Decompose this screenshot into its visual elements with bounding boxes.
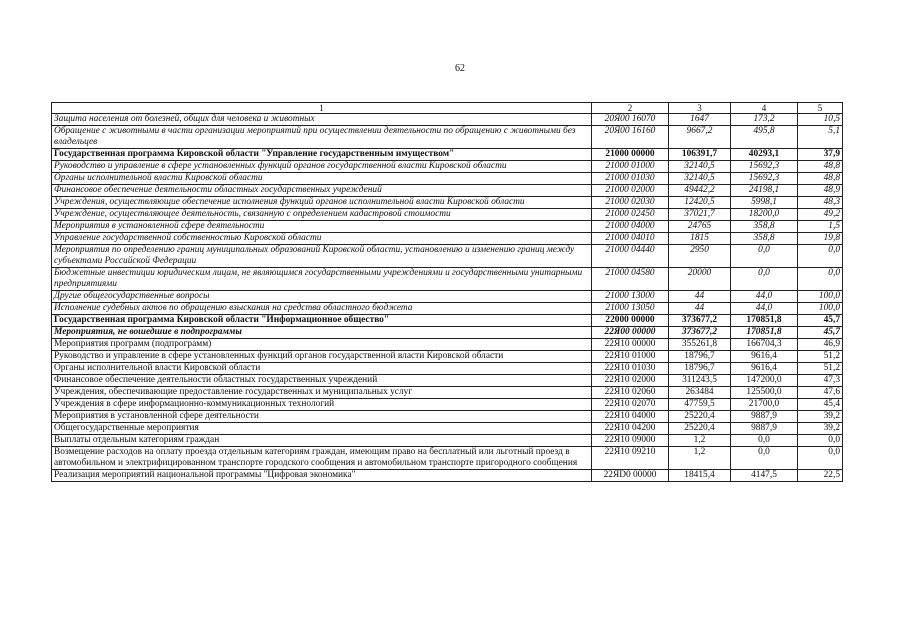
row-code-cell: 22Я10 01000 xyxy=(592,351,669,363)
row-plan-cell: 44 xyxy=(669,291,731,303)
row-actual-cell: 147200,0 xyxy=(731,375,798,387)
row-actual-cell: 9616,4 xyxy=(731,363,798,375)
row-name-cell: Мероприятия в установленной сфере деятельности xyxy=(52,221,592,233)
row-actual-cell: 21700,0 xyxy=(731,399,798,411)
row-name-cell: Органы исполнительной власти Кировской области xyxy=(52,363,592,375)
row-percent-cell: 39,2 xyxy=(798,423,843,435)
row-actual-cell: 4147,5 xyxy=(731,470,798,482)
table-row xyxy=(52,423,843,435)
row-actual-cell: 170851,8 xyxy=(731,327,798,339)
row-name-cell: Учреждения, осуществляющие обеспечение исполнения функций органов исполнительной власти Кировской области xyxy=(52,197,592,209)
row-name-cell: Учреждения, обеспечивающие предоставление государственных и муниципальных услуг xyxy=(52,387,592,399)
table-row xyxy=(52,315,843,327)
row-name-cell: Руководство и управление в сфере установленных функций органов государственной власти Кировской области xyxy=(52,161,592,173)
row-code-cell: 22Я10 02060 xyxy=(592,387,669,399)
row-percent-cell: 45,7 xyxy=(798,327,843,339)
row-name-cell: Мероприятия, не вошедшие в подпрограммы xyxy=(52,327,592,339)
row-percent-cell: 45,4 xyxy=(798,399,843,411)
row-name-cell: Реализация мероприятий национальной программы "Цифровая экономика" xyxy=(52,470,592,482)
column-header-5: 5 xyxy=(798,103,843,114)
row-plan-cell: 263484 xyxy=(669,387,731,399)
row-plan-cell: 106391,7 xyxy=(669,149,731,161)
row-name-cell: Учреждение, осуществляющее деятельность, связанную с определением кадастровой стоимости xyxy=(52,209,592,221)
row-plan-cell: 18796,7 xyxy=(669,351,731,363)
row-percent-cell: 39,2 xyxy=(798,411,843,423)
row-percent-cell: 45,7 xyxy=(798,315,843,327)
row-name-cell: Мероприятия в установленной сфере деятельности xyxy=(52,411,592,423)
row-percent-cell: 100,0 xyxy=(798,303,843,315)
row-percent-cell: 51,2 xyxy=(798,363,843,375)
row-name-cell: Защита населения от болезней, общих для человека и животных xyxy=(52,114,592,126)
table-row xyxy=(52,173,843,185)
row-actual-cell: 358,8 xyxy=(731,233,798,245)
row-plan-cell: 1647 xyxy=(669,114,731,126)
row-actual-cell: 125500,0 xyxy=(731,387,798,399)
row-plan-cell: 1,2 xyxy=(669,435,731,447)
row-name-cell: Бюджетные инвестиции юридическим лицам, не являющимся государственными учреждениями и государственными унитарными предприятиями xyxy=(52,268,592,291)
row-actual-cell: 5998,1 xyxy=(731,197,798,209)
row-code-cell: 22Я10 01030 xyxy=(592,363,669,375)
table-row xyxy=(52,327,843,339)
row-actual-cell: 9887,9 xyxy=(731,411,798,423)
row-code-cell: 22Я10 09210 xyxy=(592,447,669,470)
column-header-4: 4 xyxy=(731,103,798,114)
row-code-cell: 20Я00 16160 xyxy=(592,126,669,149)
table-row xyxy=(52,209,843,221)
table-header-row xyxy=(52,103,843,114)
row-percent-cell: 19,8 xyxy=(798,233,843,245)
row-actual-cell: 24198,1 xyxy=(731,185,798,197)
table-row xyxy=(52,411,843,423)
budget-table xyxy=(51,102,843,482)
row-actual-cell: 9616,4 xyxy=(731,351,798,363)
table-row xyxy=(52,435,843,447)
row-plan-cell: 18415,4 xyxy=(669,470,731,482)
row-actual-cell: 358,8 xyxy=(731,221,798,233)
row-name-cell: Обращение с животными в части организации мероприятий при осуществлении деятельности по обращению с животными без владельцев xyxy=(52,126,592,149)
table-row xyxy=(52,149,843,161)
row-percent-cell: 47,3 xyxy=(798,375,843,387)
row-name-cell: Исполнение судебных актов по обращению взыскания на средства областного бюджета xyxy=(52,303,592,315)
row-name-cell: Возмещение расходов на оплату проезда отдельным категориям граждан, имеющим право на бесплатный или льготный проезд в автомобильном и электрифицированном транспорте городского сообщения и автомобильном транспорте пригородного сообщения xyxy=(52,447,592,470)
table-row xyxy=(52,161,843,173)
row-percent-cell: 51,2 xyxy=(798,351,843,363)
table-row xyxy=(52,447,843,470)
table-body xyxy=(52,114,843,482)
row-plan-cell: 37021,7 xyxy=(669,209,731,221)
row-plan-cell: 32140,5 xyxy=(669,161,731,173)
row-actual-cell: 173,2 xyxy=(731,114,798,126)
row-plan-cell: 32140,5 xyxy=(669,173,731,185)
row-plan-cell: 25220,4 xyxy=(669,423,731,435)
row-actual-cell: 170851,8 xyxy=(731,315,798,327)
row-code-cell: 22000 00000 xyxy=(592,315,669,327)
row-code-cell: 21000 04440 xyxy=(592,245,669,268)
row-percent-cell: 37,9 xyxy=(798,149,843,161)
row-code-cell: 20Я00 16070 xyxy=(592,114,669,126)
row-percent-cell: 0,0 xyxy=(798,435,843,447)
row-name-cell: Мероприятия по определению границ муниципальных образований Кировской области, установлению и изменению границ между субъектами Российской Федерации xyxy=(52,245,592,268)
row-code-cell: 22Я10 00000 xyxy=(592,339,669,351)
row-percent-cell: 49,2 xyxy=(798,209,843,221)
row-code-cell: 22Я10 02000 xyxy=(592,375,669,387)
row-code-cell: 21000 01000 xyxy=(592,161,669,173)
column-header-1: 1 xyxy=(52,103,592,114)
row-code-cell: 21000 02000 xyxy=(592,185,669,197)
row-percent-cell: 0,0 xyxy=(798,447,843,470)
table-row xyxy=(52,363,843,375)
row-actual-cell: 0,0 xyxy=(731,268,798,291)
row-name-cell: Управление государственной собственностью Кировской области xyxy=(52,233,592,245)
row-plan-cell: 1,2 xyxy=(669,447,731,470)
row-actual-cell: 18200,0 xyxy=(731,209,798,221)
row-actual-cell: 44,0 xyxy=(731,303,798,315)
row-name-cell: Учреждения в сфере информационно-коммуникационных технологий xyxy=(52,399,592,411)
row-actual-cell: 0,0 xyxy=(731,435,798,447)
row-plan-cell: 18796,7 xyxy=(669,363,731,375)
row-plan-cell: 20000 xyxy=(669,268,731,291)
table-row xyxy=(52,245,843,268)
row-code-cell: 21000 00000 xyxy=(592,149,669,161)
row-code-cell: 21000 01030 xyxy=(592,173,669,185)
row-plan-cell: 12420,5 xyxy=(669,197,731,209)
table-row xyxy=(52,339,843,351)
row-percent-cell: 22,5 xyxy=(798,470,843,482)
row-code-cell: 21000 13050 xyxy=(592,303,669,315)
row-plan-cell: 47759,5 xyxy=(669,399,731,411)
table-row xyxy=(52,221,843,233)
row-code-cell: 22Я10 04200 xyxy=(592,423,669,435)
row-percent-cell: 48,8 xyxy=(798,173,843,185)
row-plan-cell: 9667,2 xyxy=(669,126,731,149)
row-name-cell: Государственная программа Кировской области "Управление государственным имуществом" xyxy=(52,149,592,161)
row-code-cell: 21000 04580 xyxy=(592,268,669,291)
row-name-cell: Мероприятия программ (подпрограмм) xyxy=(52,339,592,351)
row-code-cell: 22Я10 04000 xyxy=(592,411,669,423)
row-name-cell: Финансовое обеспечение деятельности областных государственных учреждений xyxy=(52,375,592,387)
table-row xyxy=(52,185,843,197)
table-row xyxy=(52,470,843,482)
row-percent-cell: 100,0 xyxy=(798,291,843,303)
row-actual-cell: 15692,3 xyxy=(731,173,798,185)
row-percent-cell: 0,0 xyxy=(798,268,843,291)
row-plan-cell: 24765 xyxy=(669,221,731,233)
row-plan-cell: 373677,2 xyxy=(669,315,731,327)
row-percent-cell: 10,5 xyxy=(798,114,843,126)
row-percent-cell: 0,0 xyxy=(798,245,843,268)
row-name-cell: Финансовое обеспечение деятельности областных государственных учреждений xyxy=(52,185,592,197)
row-code-cell: 22Я00 00000 xyxy=(592,327,669,339)
row-name-cell: Другие общегосударственные вопросы xyxy=(52,291,592,303)
row-actual-cell: 495,8 xyxy=(731,126,798,149)
row-name-cell: Государственная программа Кировской области "Информационное общество" xyxy=(52,315,592,327)
row-name-cell: Руководство и управление в сфере установленных функций органов государственной власти Кировской области xyxy=(52,351,592,363)
row-plan-cell: 373677,2 xyxy=(669,327,731,339)
table-row xyxy=(52,291,843,303)
row-code-cell: 21000 04010 xyxy=(592,233,669,245)
row-percent-cell: 47,6 xyxy=(798,387,843,399)
table-row xyxy=(52,114,843,126)
column-header-3: 3 xyxy=(669,103,731,114)
column-header-2: 2 xyxy=(592,103,669,114)
row-percent-cell: 48,3 xyxy=(798,197,843,209)
table-row xyxy=(52,351,843,363)
row-actual-cell: 166704,3 xyxy=(731,339,798,351)
row-code-cell: 22ЯD0 00000 xyxy=(592,470,669,482)
row-percent-cell: 48,9 xyxy=(798,185,843,197)
row-name-cell: Органы исполнительной власти Кировской области xyxy=(52,173,592,185)
table-row xyxy=(52,233,843,245)
row-name-cell: Общегосударственные мероприятия xyxy=(52,423,592,435)
row-actual-cell: 15692,3 xyxy=(731,161,798,173)
row-plan-cell: 1815 xyxy=(669,233,731,245)
row-code-cell: 21000 13000 xyxy=(592,291,669,303)
table-row xyxy=(52,268,843,291)
row-actual-cell: 40293,1 xyxy=(731,149,798,161)
row-code-cell: 22Я10 02070 xyxy=(592,399,669,411)
row-actual-cell: 9887,9 xyxy=(731,423,798,435)
row-plan-cell: 44 xyxy=(669,303,731,315)
table-row xyxy=(52,387,843,399)
row-actual-cell: 0,0 xyxy=(731,447,798,470)
row-plan-cell: 25220,4 xyxy=(669,411,731,423)
row-percent-cell: 5,1 xyxy=(798,126,843,149)
table-row xyxy=(52,303,843,315)
row-code-cell: 22Я10 09000 xyxy=(592,435,669,447)
row-plan-cell: 49442,2 xyxy=(669,185,731,197)
row-name-cell: Выплаты отдельным категориям граждан xyxy=(52,435,592,447)
row-code-cell: 21000 02030 xyxy=(592,197,669,209)
row-code-cell: 21000 04000 xyxy=(592,221,669,233)
table-row xyxy=(52,375,843,387)
page-number: 62 xyxy=(455,63,465,74)
row-plan-cell: 2950 xyxy=(669,245,731,268)
row-percent-cell: 46,9 xyxy=(798,339,843,351)
row-actual-cell: 0,0 xyxy=(731,245,798,268)
row-actual-cell: 44,0 xyxy=(731,291,798,303)
table-row xyxy=(52,399,843,411)
row-plan-cell: 311243,5 xyxy=(669,375,731,387)
table-row xyxy=(52,197,843,209)
table-row xyxy=(52,126,843,149)
row-percent-cell: 1,5 xyxy=(798,221,843,233)
row-percent-cell: 48,8 xyxy=(798,161,843,173)
row-plan-cell: 355261,8 xyxy=(669,339,731,351)
row-code-cell: 21000 02450 xyxy=(592,209,669,221)
